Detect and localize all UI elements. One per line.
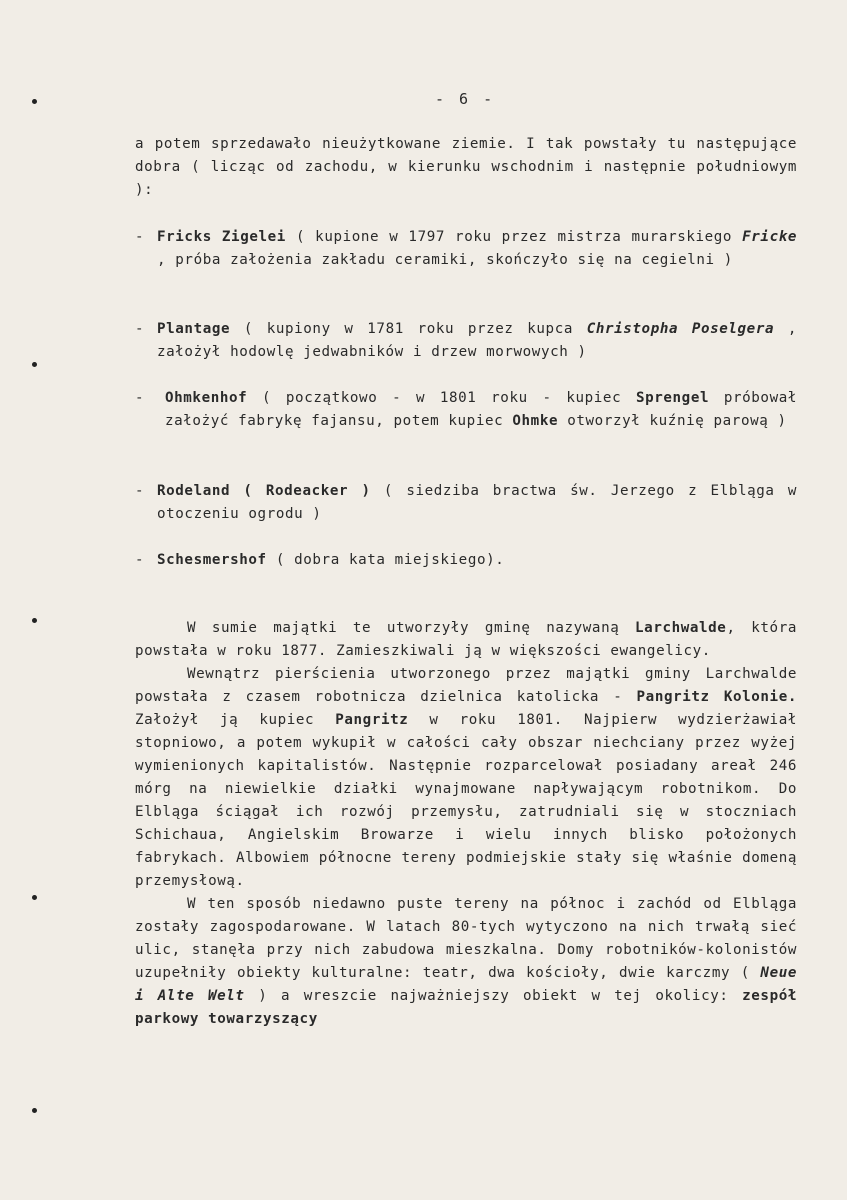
item-text: ( kupione w 1797 roku przez mistrza murarskiego [285,229,743,245]
punch-hole-mark [32,618,37,623]
item-text: , założył hodowlę jedwabników i drzew morwowych ) [157,321,797,360]
list-item [135,480,797,526]
punch-hole-mark [32,1108,37,1113]
punch-hole-mark [32,362,37,367]
list-item [135,226,797,272]
paragraph-text: W sumie majątki te utworzyły gminę nazywaną [187,620,636,636]
person-name: Sprengel [635,390,710,406]
emphasis-text: zespół parkowy towarzyszący [135,988,797,1027]
item-text: ( siedziba bractwa św. Jerzego z Elbląga w otoczeniu ogrodu ) [157,483,797,522]
estate-name: Schesmershof [157,552,267,568]
list-item [135,318,797,364]
person-name: Ohmke [512,413,559,429]
place-name: Pangritz Kolonie. [636,689,797,705]
paragraph-text: ) a wreszcie najważniejszy obiekt w tej okolicy: [244,988,743,1004]
paragraph [135,663,797,893]
estate-name: Plantage [157,321,231,337]
paragraph-text: Założył ją kupiec [135,712,336,728]
paragraph-text: W ten sposób niedawno puste tereny na północ i zachód od Elbląga zostały zagospodarowane. W latach 80-tych wytyczono na nich trwałą sieć ulic, stanęła przy nich zabudowa mieszkalna. Domy robotników-kolonistów uzupełniły obiekty kulturalne: teatr, dwa kościoły, dwie karczmy ( [135,896,797,981]
body-paragraphs [135,617,797,1031]
intro-paragraph [135,133,797,202]
item-text: ( dobra kata miejskiego). [266,552,505,568]
list-item [135,387,797,433]
list-dash: - [135,321,145,337]
list-item-body [157,318,797,364]
list-item-body [165,387,797,433]
estate-name: Fricks Zigelei [157,229,286,245]
list-dash: - [135,390,145,406]
place-name: Larchwalde [635,620,727,636]
paragraph-text: , która powstała w roku 1877. Zamieszkiwali ją w większości ewangelicy. [135,620,797,659]
list-item-body [157,226,797,272]
person-name: Pangritz [335,712,409,728]
item-text: otworzył kuźnię parową ) [558,413,787,429]
list-item [135,549,797,572]
list-dash: - [135,229,145,245]
punch-hole-mark [32,99,37,104]
item-text: ( kupiony w 1781 roku przez kupca [230,321,587,337]
list-item-body [157,480,797,526]
item-text: , próba założenia zakładu ceramiki, skończyło się na cegielni ) [157,252,733,268]
list-dash: - [135,483,145,499]
list-dash: - [135,552,145,568]
estate-name: Ohmkenhof [165,390,248,406]
page-number: - 6 - [435,90,496,108]
paragraph [135,893,797,1031]
estate-name: Rodeland ( Rodeacker ) [157,483,371,499]
inn-names: Neue i Alte Welt [135,965,797,1004]
punch-hole-mark [32,895,37,900]
person-name: Fricke [742,229,797,245]
paragraph-text: w roku 1801. Najpierw wydzierżawiał stopniowo, a potem wykupił w całości cały obszar niechciany przez wyżej wymienionych kapitalistów. Następnie rozparcelował posiadany areał 246 mórg na niewielkie działki wynajmowane napływającym robotnikom. Do Elbląga ściągał ich rozwój przemysłu, zatrudniali się w stoczniach Schichaua, Angielskim Browarze i wielu innych blisko położonych fabrykach. Albowiem północne tereny podmiejskie stały się właśnie domeną przemysłową. [135,712,797,889]
paragraph-text: Wewnątrz pierścienia utworzonego przez majątki gminy Larchwalde powstała z czasem robotnicza dzielnica katolicka - [135,666,797,705]
list-item-body [157,549,797,572]
item-text: ( początkowo - w 1801 roku - kupiec [247,390,636,406]
paragraph [135,617,797,663]
person-name: Christopha Poselgera [586,321,775,337]
intro-text: a potem sprzedawało nieużytkowane ziemie. I tak powstały tu następujące dobra ( licząc od zachodu, w kierunku wschodnim i następnie południowym ): [135,136,797,198]
item-text: próbował założyć fabrykę fajansu, potem kupiec [165,390,797,429]
